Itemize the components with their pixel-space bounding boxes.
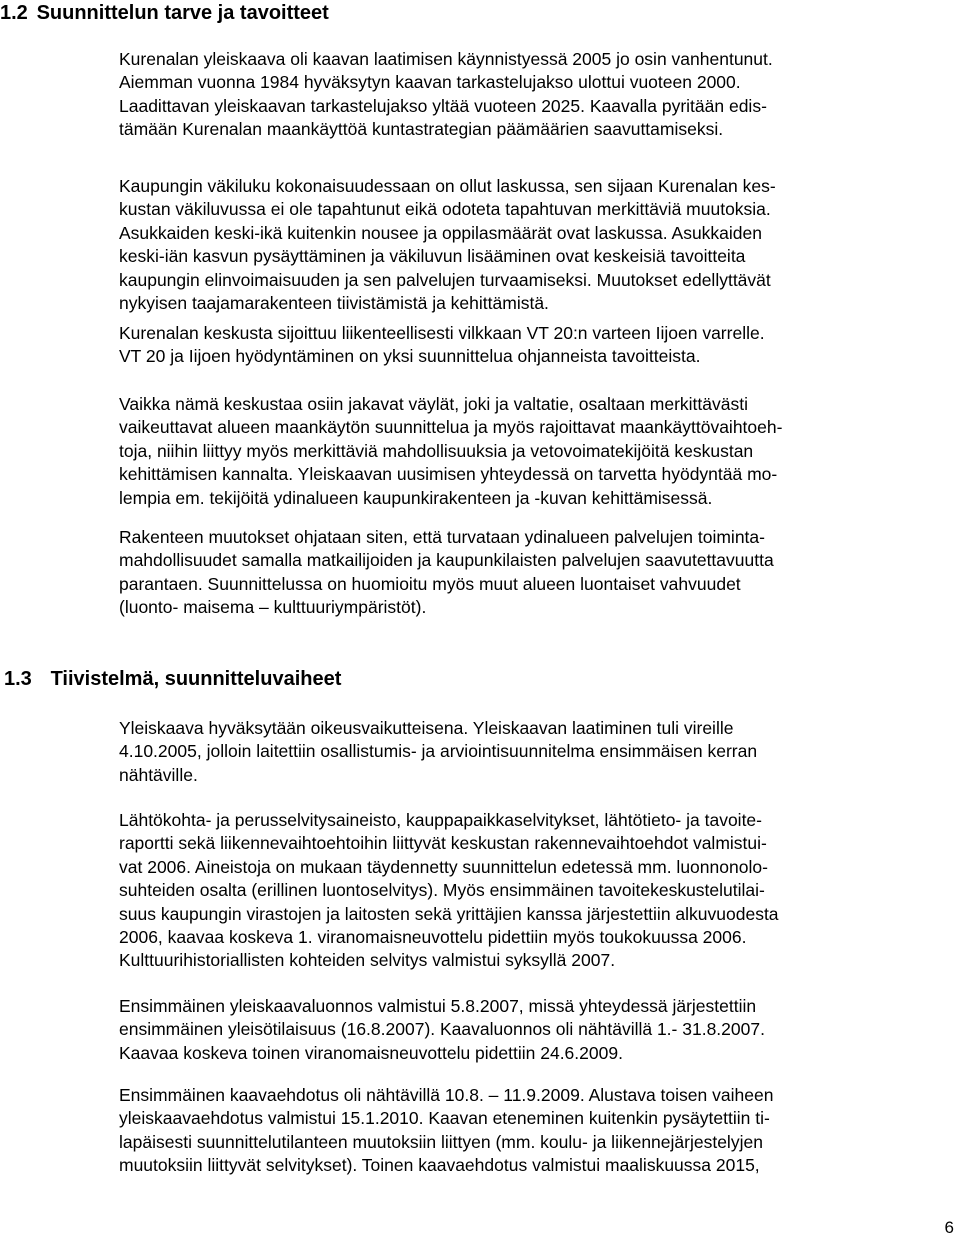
text-line: suus kaupungin virastojen ja laitosten sekä yrittäjien kanssa järjestettiin alkuvuodesta	[119, 903, 779, 924]
text-line: lempia em. tekijöitä ydinalueen kaupunkirakenteen ja -kuvan kehittämisessä.	[119, 487, 713, 508]
paragraph	[119, 717, 757, 787]
text-line: kehittämisen kannalta. Yleiskaavan uusimisen yhteydessä on tarvetta hyödyntää mo-	[119, 464, 778, 485]
paragraph	[119, 48, 773, 142]
section-heading-1-2	[0, 1, 329, 25]
text-line: toja, niihin liittyy myös merkittäviä mahdollisuuksia ja vetovoimatekijöitä keskustan	[119, 440, 754, 461]
text-line: Rakenteen muutokset ohjataan siten, että turvataan ydinalueen palvelujen toiminta-	[119, 527, 765, 547]
text-line: keski-iän kasvun pysäyttäminen ja väkiluvun lisääminen ovat keskeisiä tavoitteita	[119, 246, 746, 267]
text-line: Vaikka nämä keskustaa osiin jakavat väylät, joki ja valtatie, osaltaan merkittävästi	[119, 394, 749, 414]
text-line: nähtäville.	[119, 764, 198, 785]
text-line: Laadittavan yleiskaavan tarkastelujakso yltää vuoteen 2025. Kaavalla pyritään edis-	[119, 95, 767, 116]
paragraph	[119, 175, 776, 315]
text-line: Ensimmäinen kaavaehdotus oli nähtävillä 10.8. – 11.9.2009. Alustava toisen vaiheen	[119, 1085, 774, 1105]
text-line: Ensimmäinen yleiskaavaluonnos valmistui 5.8.2007, missä yhteydessä järjestettiin	[119, 996, 757, 1016]
text-line: Asukkaiden keski-ikä kuitenkin nousee ja oppilasmäärät ovat laskussa. Asukkaiden	[119, 222, 762, 243]
text-line: Kurenalan keskusta sijoittuu liikenteellisesti vilkkaan VT 20:n varteen Iijoen varrelle.	[119, 323, 765, 343]
text-line: nykyisen taajamarakenteen tiivistämistä ja kehittämistä.	[119, 293, 549, 314]
text-line: Aiemman vuonna 1984 hyväksytyn kaavan tarkastelujakso ulottui vuoteen 2000.	[119, 72, 741, 93]
text-line: vaikeuttavat alueen maankäytön suunnittelua ja myös rajoittavat maankäyttövaihtoeh-	[119, 417, 783, 438]
text-line: Kurenalan yleiskaava oli kaavan laatimisen käynnistyessä 2005 jo osin vanhentunut.	[119, 49, 773, 69]
text-line: 2006, kaavaa koskeva 1. viranomaisneuvottelu pidettiin myös toukokuussa 2006.	[119, 927, 747, 948]
text-line: parantaen. Suunnittelussa on huomioitu myös muut alueen luontaiset vahvuudet	[119, 573, 741, 594]
paragraph	[119, 1084, 773, 1178]
section-number: 1.3	[4, 668, 32, 690]
section-title: Suunnittelun tarve ja tavoitteet	[36, 2, 329, 24]
paragraph	[119, 995, 765, 1065]
text-line: ensimmäinen yleisötilaisuus (16.8.2007). Kaavaluonnos oli nähtävillä 1.- 31.8.2007.	[119, 1019, 765, 1040]
text-line: Kulttuurihistoriallisten kohteiden selvitys valmistui syksyllä 2007.	[119, 950, 616, 971]
text-line: suhteiden osalta (erillinen luontoselvitys). Myös ensimmäinen tavoitekeskustelutilai-	[119, 880, 765, 901]
text-line: mahdollisuudet samalla matkailijoiden ja kaupunkilaisten palvelujen saavutettavuutta	[119, 550, 774, 571]
text-line: kustan väkiluvussa ei ole tapahtunut eikä odoteta tapahtuvan merkittäviä muutoksia.	[119, 199, 771, 220]
text-line: tämään Kurenalan maankäyttöä kuntastrategian päämäärien saavuttamiseksi.	[119, 119, 724, 140]
text-line: (luonto- maisema – kulttuuriympäristöt).	[119, 597, 427, 618]
text-line: Lähtökohta- ja perusselvitysaineisto, kauppapaikkaselvitykset, lähtötieto- ja tavoite-	[119, 810, 762, 830]
text-line: kaupungin elinvoimaisuuden ja sen palvelujen turvaamiseksi. Muutokset edellyttävät	[119, 269, 771, 290]
page-number: 6	[944, 1218, 954, 1237]
text-line: VT 20 ja Iijoen hyödyntäminen on yksi suunnittelua ohjanneista tavoitteista.	[119, 346, 701, 367]
text-line: muutoksiin liittyvät selvitykset). Toinen kaavaehdotus valmistui maaliskuussa 2015,	[119, 1155, 760, 1176]
section-number: 1.2	[0, 2, 28, 24]
text-line: vat 2006. Aineistoja on mukaan täydennetty suunnittelun edetessä mm. luonnonolo-	[119, 856, 768, 877]
paragraph	[119, 393, 782, 510]
text-line: raportti sekä liikennevaihtoehtoihin liittyvät keskustan rakennevaihtoehdot valmistui-	[119, 833, 767, 854]
text-line: 4.10.2005, jolloin laitettiin osallistumis- ja arviointisuunnitelma ensimmäisen kerran	[119, 741, 758, 762]
section-title: Tiivistelmä, suunnitteluvaiheet	[50, 668, 342, 690]
text-line: Kaavaa koskeva toinen viranomaisneuvottelu pidettiin 24.6.2009.	[119, 1042, 623, 1063]
text-line: Kaupungin väkiluku kokonaisuudessaan on ollut laskussa, sen sijaan Kurenalan kes-	[119, 176, 776, 196]
text-line: Yleiskaava hyväksytään oikeusvaikutteisena. Yleiskaavan laatiminen tuli vireille	[119, 718, 734, 738]
paragraph	[119, 322, 765, 369]
paragraph	[119, 526, 774, 620]
paragraph	[119, 809, 779, 973]
text-line: yleiskaavaehdotus valmistui 15.1.2010. Kaavan eteneminen kuitenkin pysäytettiin ti-	[119, 1108, 770, 1129]
text-line: lapäisesti suunnittelutilanteen muutoksiin liittyen (mm. koulu- ja liikennejärjestelyjen	[119, 1131, 763, 1152]
section-heading-1-3	[4, 667, 341, 691]
